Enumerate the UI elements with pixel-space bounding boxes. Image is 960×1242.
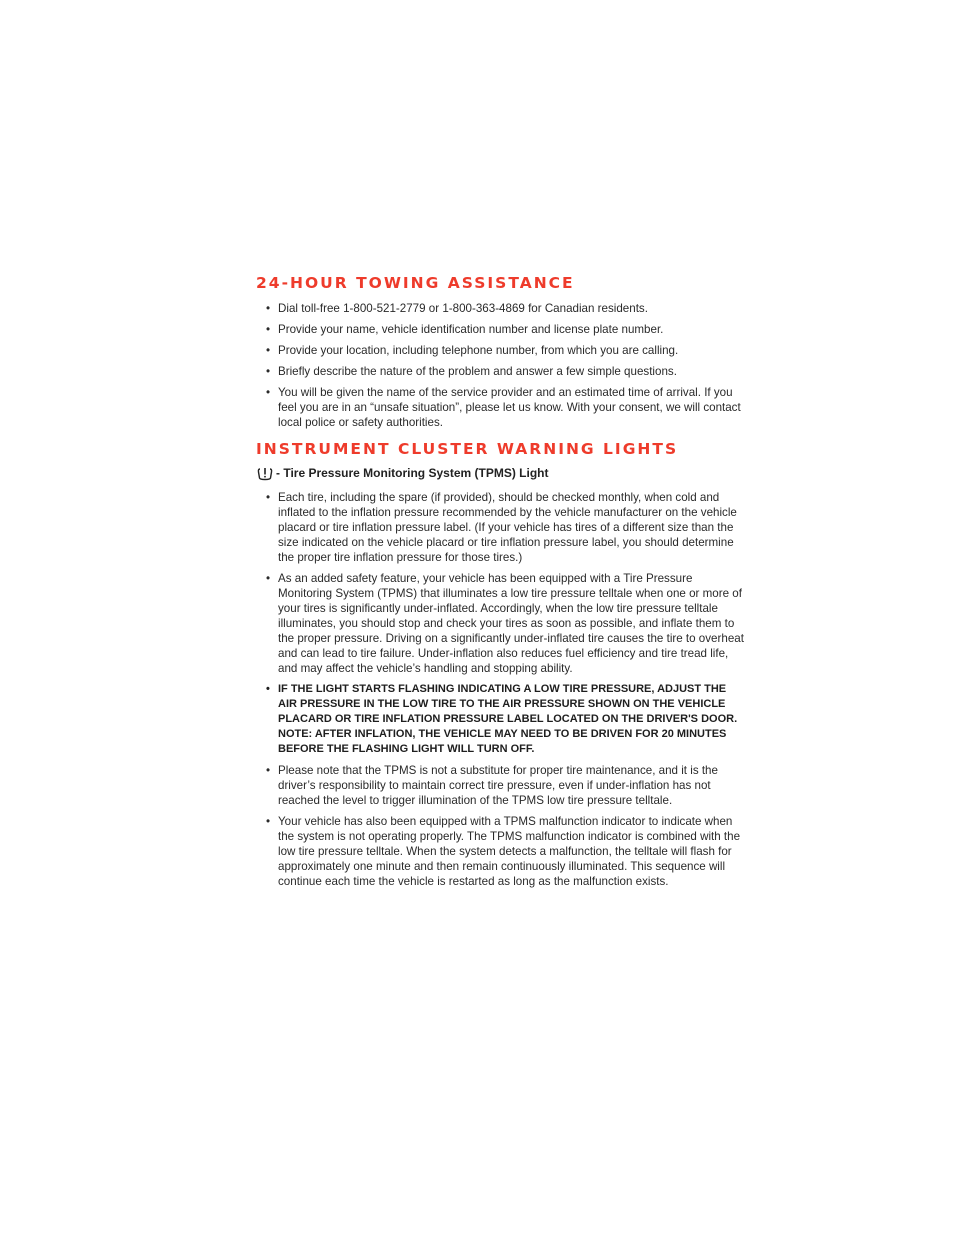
list-item: • Briefly describe the nature of the problem and answer a few simple questions.: [266, 365, 677, 378]
list-item: • Dial toll-free 1-800-521-2779 or 1-800-363-4869 for Canadian residents.: [266, 302, 648, 315]
warning-lights-title: INSTRUMENT CLUSTER WARNING LIGHTS: [256, 440, 679, 458]
tpms-info-list: [256, 490, 746, 889]
list-item: • Please note that the TPMS is not a substitute for proper tire maintenance, and it is the driver’s responsibility to maintain correct tire pressure, even if under-inflation has not reached the level to trigger illumination of the TPMS low tire pressure telltale.: [266, 764, 718, 807]
tpms-light-label: - Tire Pressure Monitoring System (TPMS) Light: [276, 466, 549, 480]
list-item: • You will be given the name of the service provider and an estimated time of arrival. If you feel you are in an “unsafe situation”, please let us know. With your consent, we will contact local police or safety authorities.: [266, 386, 741, 429]
tpms-warning-icon: [256, 466, 274, 481]
list-item: • Provide your name, vehicle identification number and license plate number.: [266, 323, 664, 336]
list-item: • As an added safety feature, your vehicle has been equipped with a Tire Pressure Monitoring System (TPMS) that illuminates a low tire pressure telltale when one or more of your tires is significantly under-inflated. Accordingly, when the low tire pressure telltale illuminates, you should stop and check your tires as soon as possible, and inflate them to the proper pressure. Driving on a significantly under-inflated tire causes the tire to overheat and can lead to tire failure. Under-inflation also reduces fuel efficiency and tire tread life, and may affect the vehicle’s handling and stopping ability.: [266, 572, 744, 675]
towing-assistance-title: 24-HOUR TOWING ASSISTANCE: [256, 274, 575, 292]
list-item: • Each tire, including the spare (if provided), should be checked monthly, when cold and inflated to the inflation pressure recommended by the vehicle manufacturer on the vehicle placard or tire inflation pressure label. (If your vehicle has tires of a different size than the size indicated on the vehicle placard or tire inflation pressure label, you should determine the proper tire inflation pressure for those tires.): [266, 491, 737, 564]
list-item: • Your vehicle has also been equipped with a TPMS malfunction indicator to indicate when the system is not operating properly. The TPMS malfunction indicator is combined with the low tire pressure telltale. When the system detects a malfunction, the telltale will flash for approximately one minute and then remain continuously illuminated. This sequence will continue each time the vehicle is restarted as long as the malfunction exists.: [266, 815, 741, 888]
list-item: • Provide your location, including telephone number, from which you are calling.: [266, 344, 679, 357]
warning-lights-section: [256, 439, 746, 895]
tpms-light-heading: [256, 465, 746, 481]
towing-assistance-section: [256, 273, 746, 436]
towing-steps-list: [256, 301, 746, 430]
list-item-warning: • IF THE LIGHT STARTS FLASHING INDICATING A LOW TIRE PRESSURE, ADJUST THE AIR PRESSURE IN THE LOW TIRE TO THE AIR PRESSURE SHOWN ON THE VEHICLE PLACARD OR TIRE INFLATION PRESSURE LABEL LOCATED ON THE DRIVER'S DOOR. NOTE: AFTER INFLATION, THE VEHICLE MAY NEED TO BE DRIVEN FOR 20 MINUTES BEFORE THE FLASHING LIGHT WILL TURN OFF.: [266, 683, 738, 755]
